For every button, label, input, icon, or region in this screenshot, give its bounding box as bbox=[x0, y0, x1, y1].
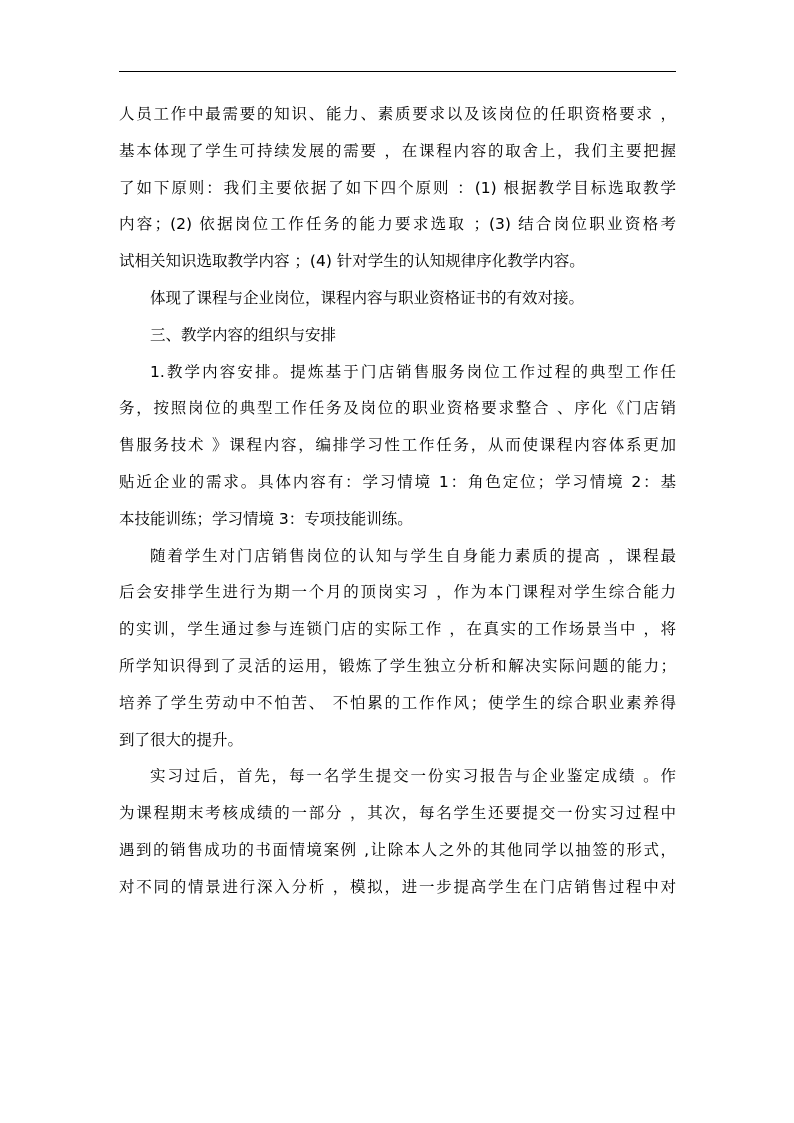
text-line: 售服务技术 》课程内容，编排学习性工作任务，从而使课程内容体系更加 bbox=[119, 436, 676, 455]
section-heading: 三、教学内容的组织与安排 bbox=[150, 325, 337, 344]
paragraph-line: 实习过后，首先，每一名学生提交一份实习报告与企业鉴定成绩 。作 bbox=[150, 767, 676, 786]
text-line: 了如下原则：我们主要依据了如下四个原则 ：(1) 根据教学目标选取教学 bbox=[119, 178, 676, 197]
text-line: 贴近企业的需求。具体内容有：学习情境 1：角色定位；学习情境 2：基 bbox=[119, 472, 676, 491]
paragraph-line: 1.教学内容安排。提炼基于门店销售服务岗位工作过程的典型工作任 bbox=[150, 362, 676, 381]
text-line: 基本体现了学生可持续发展的需要 ，在课程内容的取舍上，我们主要把握 bbox=[119, 141, 676, 160]
header-rule bbox=[119, 71, 676, 72]
text-line: 为课程期末考核成绩的一部分 ，其次，每名学生还要提交一份实习过程中 bbox=[119, 804, 676, 823]
text-line: 试相关知识选取教学内容 ；(4) 针对学生的认知规律序化教学内容。 bbox=[119, 252, 585, 271]
text-line: 内容；(2) 依据岗位工作任务的能力要求选取 ；(3) 结合岗位职业资格考 bbox=[119, 215, 676, 234]
document-body bbox=[119, 96, 676, 906]
text-line: 人员工作中最需要的知识、能力、素质要求以及该岗位的任职资格要求 ， bbox=[119, 105, 676, 123]
paragraph-line: 随着学生对门店销售岗位的认知与学生自身能力素质的提高 ，课程最 bbox=[150, 546, 676, 565]
text-line: 对不同的情景进行深入分析 ，模拟，进一步提高学生在门店销售过程中对 bbox=[119, 877, 676, 896]
text-line: 本技能训练；学习情境 3：专项技能训练。 bbox=[119, 509, 413, 528]
text-line: 培养了学生劳动中不怕苦、 不怕累的工作作风；使学生的综合职业素养得 bbox=[119, 693, 676, 712]
text-line: 所学知识得到了灵活的运用，锻炼了学生独立分析和解决实际问题的能力； bbox=[119, 656, 676, 675]
paragraph-line: 体现了课程与企业岗位，课程内容与职业资格证书的有效对接。 bbox=[150, 288, 585, 307]
text-line: 后会安排学生进行为期一个月的顶岗实习 ，作为本门课程对学生综合能力 bbox=[119, 583, 676, 602]
text-line: 的实训，学生通过参与连锁门店的实际工作 ，在真实的工作场景当中 ，将 bbox=[119, 620, 676, 639]
text-line: 遇到的销售成功的书面情境案例 ,让除本人之外的其他同学以抽签的形式， bbox=[119, 840, 676, 859]
text-line: 到了很大的提升。 bbox=[119, 730, 244, 749]
text-line: 务，按照岗位的典型工作任务及岗位的职业资格要求整合 、序化《门店销 bbox=[119, 399, 676, 418]
